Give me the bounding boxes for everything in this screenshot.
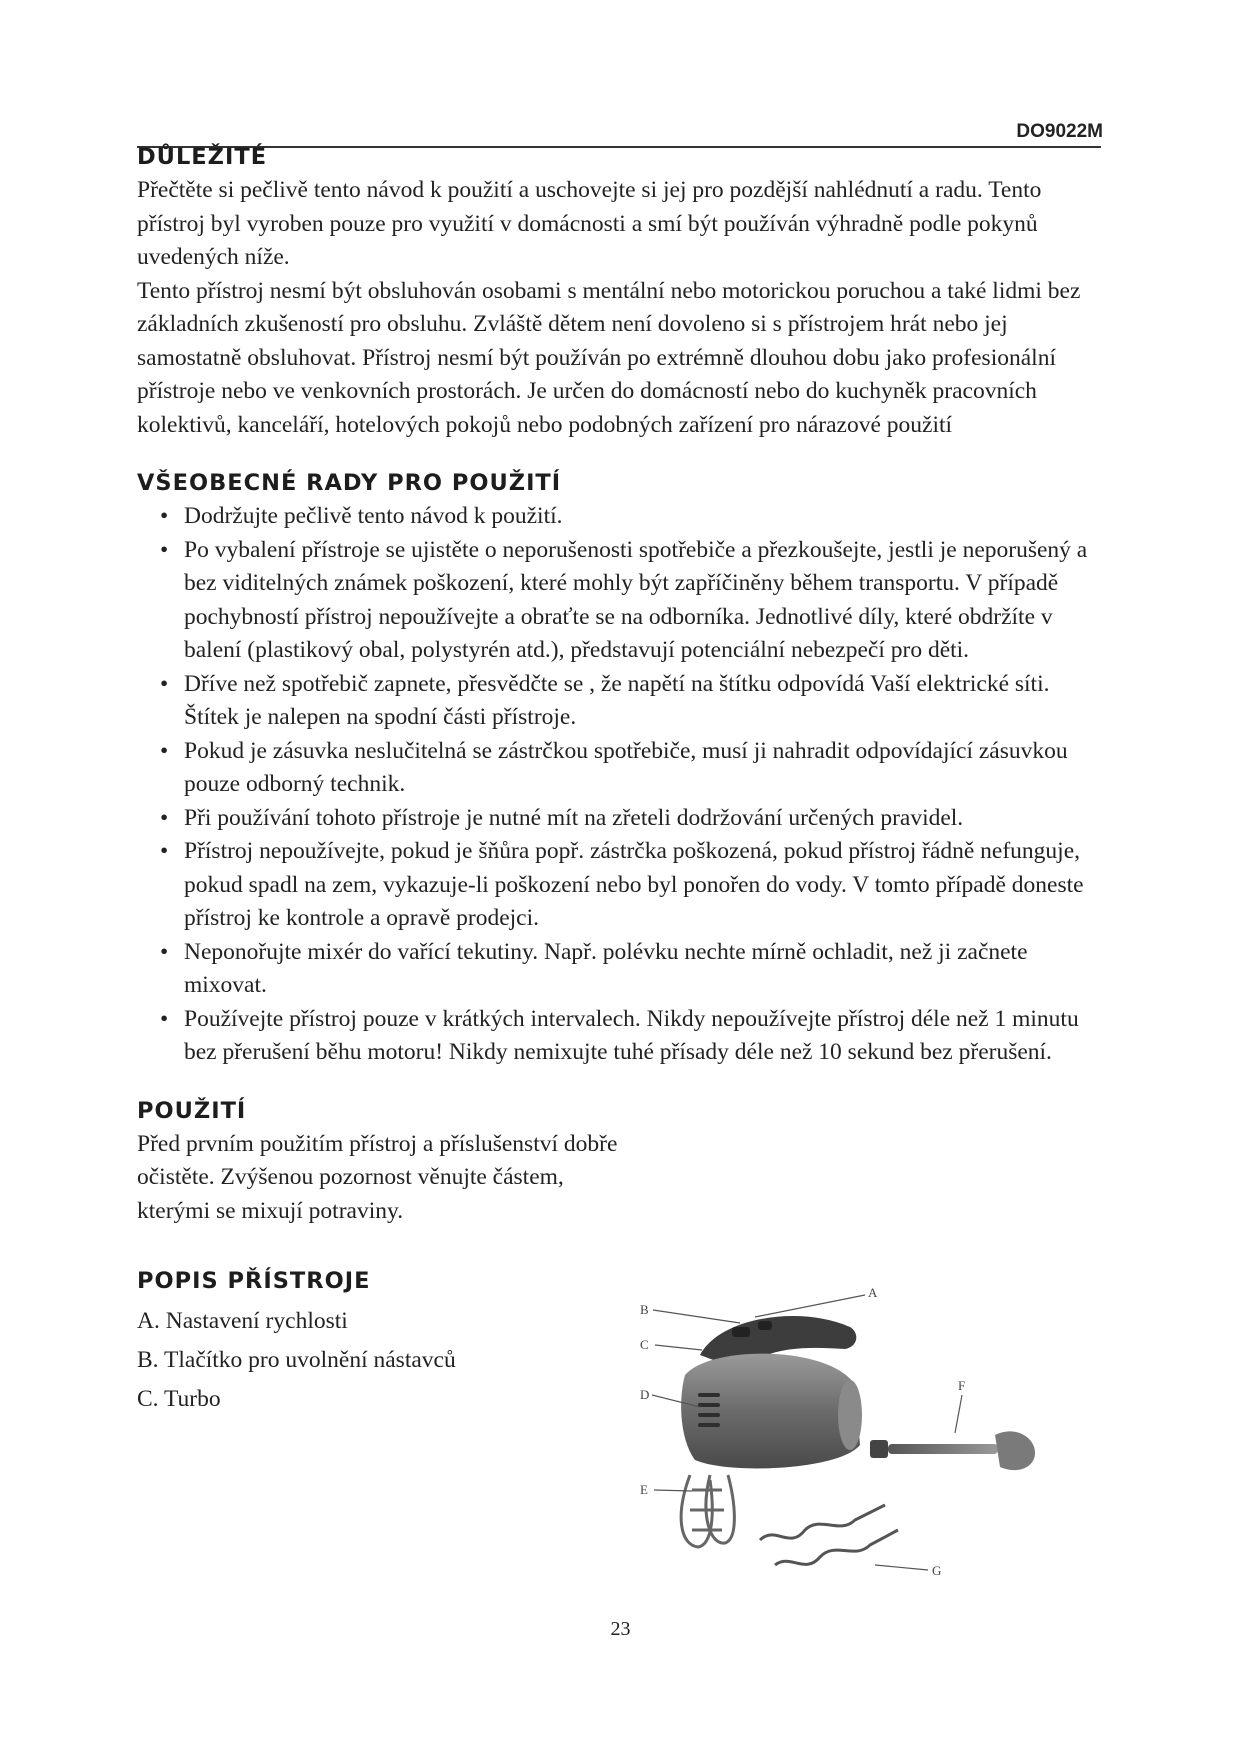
bullet: • [160, 1005, 169, 1032]
bullet: • [160, 536, 169, 563]
bullet: • [160, 737, 169, 764]
important-paragraph: Přečtěte si pečlivě tento návod k použití a uschovejte si jej pro pozdější nahlédnutí a radu. Tento přístroj byl vyroben pouze pro využití v domácnosti a smí být používán výhradně podle pokynů uvedených níže. [137, 177, 1042, 270]
dough-hooks [760, 1505, 898, 1565]
figure-label-a: A [868, 1285, 878, 1300]
list-item: • Neponořujte mixér do vařící tekutiny. Např. polévku nechte mírně ochladit, než ji začnete mixovat. [137, 936, 1101, 1003]
page-content [137, 140, 1101, 1419]
figure-label-c: C [640, 1337, 649, 1352]
list-item: • Pokud je zásuvka neslučitelná se zástrčkou spotřebiče, musí ji nahradit odpovídající zásuvkou pouze odborný technik. [137, 735, 1101, 802]
eject-button [758, 1321, 772, 1330]
model-code: DO9022M [1016, 121, 1103, 142]
list-item: • Používejte přístroj pouze v krátkých intervalech. Nikdy nepoužívejte přístroj déle než 1 minutu bez přerušení běhu motoru! Nikdy nemixujte tuhé přísady déle než 10 sekund bez přerušení. [137, 1003, 1101, 1070]
section-title-general: VŠEOBECNÉ RADY PRO POUŽITÍ [137, 470, 562, 496]
section-title-important: DŮLEŽITÉ [137, 144, 268, 170]
bullet: • [160, 670, 169, 697]
mixer-body [681, 1354, 860, 1469]
section-title-use: POUŽITÍ [137, 1097, 247, 1124]
important-paragraph: Tento přístroj nesmí být obsluhován osobami s mentální nebo motorickou poruchou a také lidmi bez základních zkušeností pro obsluhu. Zvláště dětem není dovoleno si s přístrojem hrát nebo jej samostatně obsluhovat. Přístroj nesmí být používán po extrémně dlouhou dobu jako profesionální přístroje nebo ve venkovních prostorách. Je určen do domácností nebo do kuchyněk pracovních kolektivů, kanceláří, hotelových pokojů nebo podobných zařízení pro nárazové použití [137, 277, 1081, 438]
list-item: A. Nastavení rychlosti [137, 1308, 348, 1334]
figure-label-e: E [640, 1482, 648, 1497]
list-item: • Dříve než spotřebič zapnete, přesvědčte se , že napětí na štítku odpovídá Vaší elektrické síti. Štítek je nalepen na spodní části přístroje. [137, 668, 1101, 735]
use-paragraph: Před prvním použitím přístroj a příslušenství dobře očistěte. Zvýšenou pozornost věnujte částem, kterými se mixují potraviny. [137, 1130, 618, 1224]
list-item: • Přístroj nepoužívejte, pokud je šňůra popř. zástrčka poškozená, pokud přístroj řádně nefunguje, pokud spadl na zem, vykazuje-li poškození nebo byl ponořen do vody. V tomto případě doneste přístroj ke kontrole a opravě prodejci. [137, 835, 1101, 936]
list-item: B. Tlačítko pro uvolnění nástavců [137, 1347, 456, 1373]
beaters [681, 1475, 734, 1547]
speed-button [732, 1327, 750, 1337]
blender-attachment [870, 1431, 1035, 1470]
figure-label-f: F [958, 1378, 966, 1393]
mixer-diagram [640, 1275, 1080, 1615]
figure-label-d: D [640, 1387, 650, 1402]
bullet: • [160, 838, 169, 864]
section-title-description: POPIS PŘÍSTROJE [137, 1268, 371, 1294]
figure-label-g: G [932, 1563, 942, 1578]
bullet: • [160, 503, 169, 529]
page-number: 23 [610, 1618, 631, 1640]
general-rules-list [137, 500, 1101, 1070]
bullet: • [160, 938, 169, 965]
bullet: • [160, 804, 169, 831]
list-item: • Při používání tohoto přístroje je nutné mít na zřeteli dodržování určených pravidel. [137, 802, 1101, 836]
list-item: • Po vybalení přístroje se ujistěte o neporušenosti spotřebiče a přezkoušejte, jestli je neporušený a bez viditelných známek poškození, které mohly být zapříčiněny během transportu. V případě pochybností přístroj nepoužívejte a obraťte se na odborníka. Jednotlivé díly, které obdržíte v balení (plastikový obal, polystyrén atd.), představují potenciální nebezpečí pro děti. [137, 534, 1101, 668]
list-item: • Dodržujte pečlivě tento návod k použití. [137, 500, 1101, 534]
figure-label-b: B [640, 1302, 649, 1317]
list-item: C. Turbo [137, 1386, 221, 1412]
